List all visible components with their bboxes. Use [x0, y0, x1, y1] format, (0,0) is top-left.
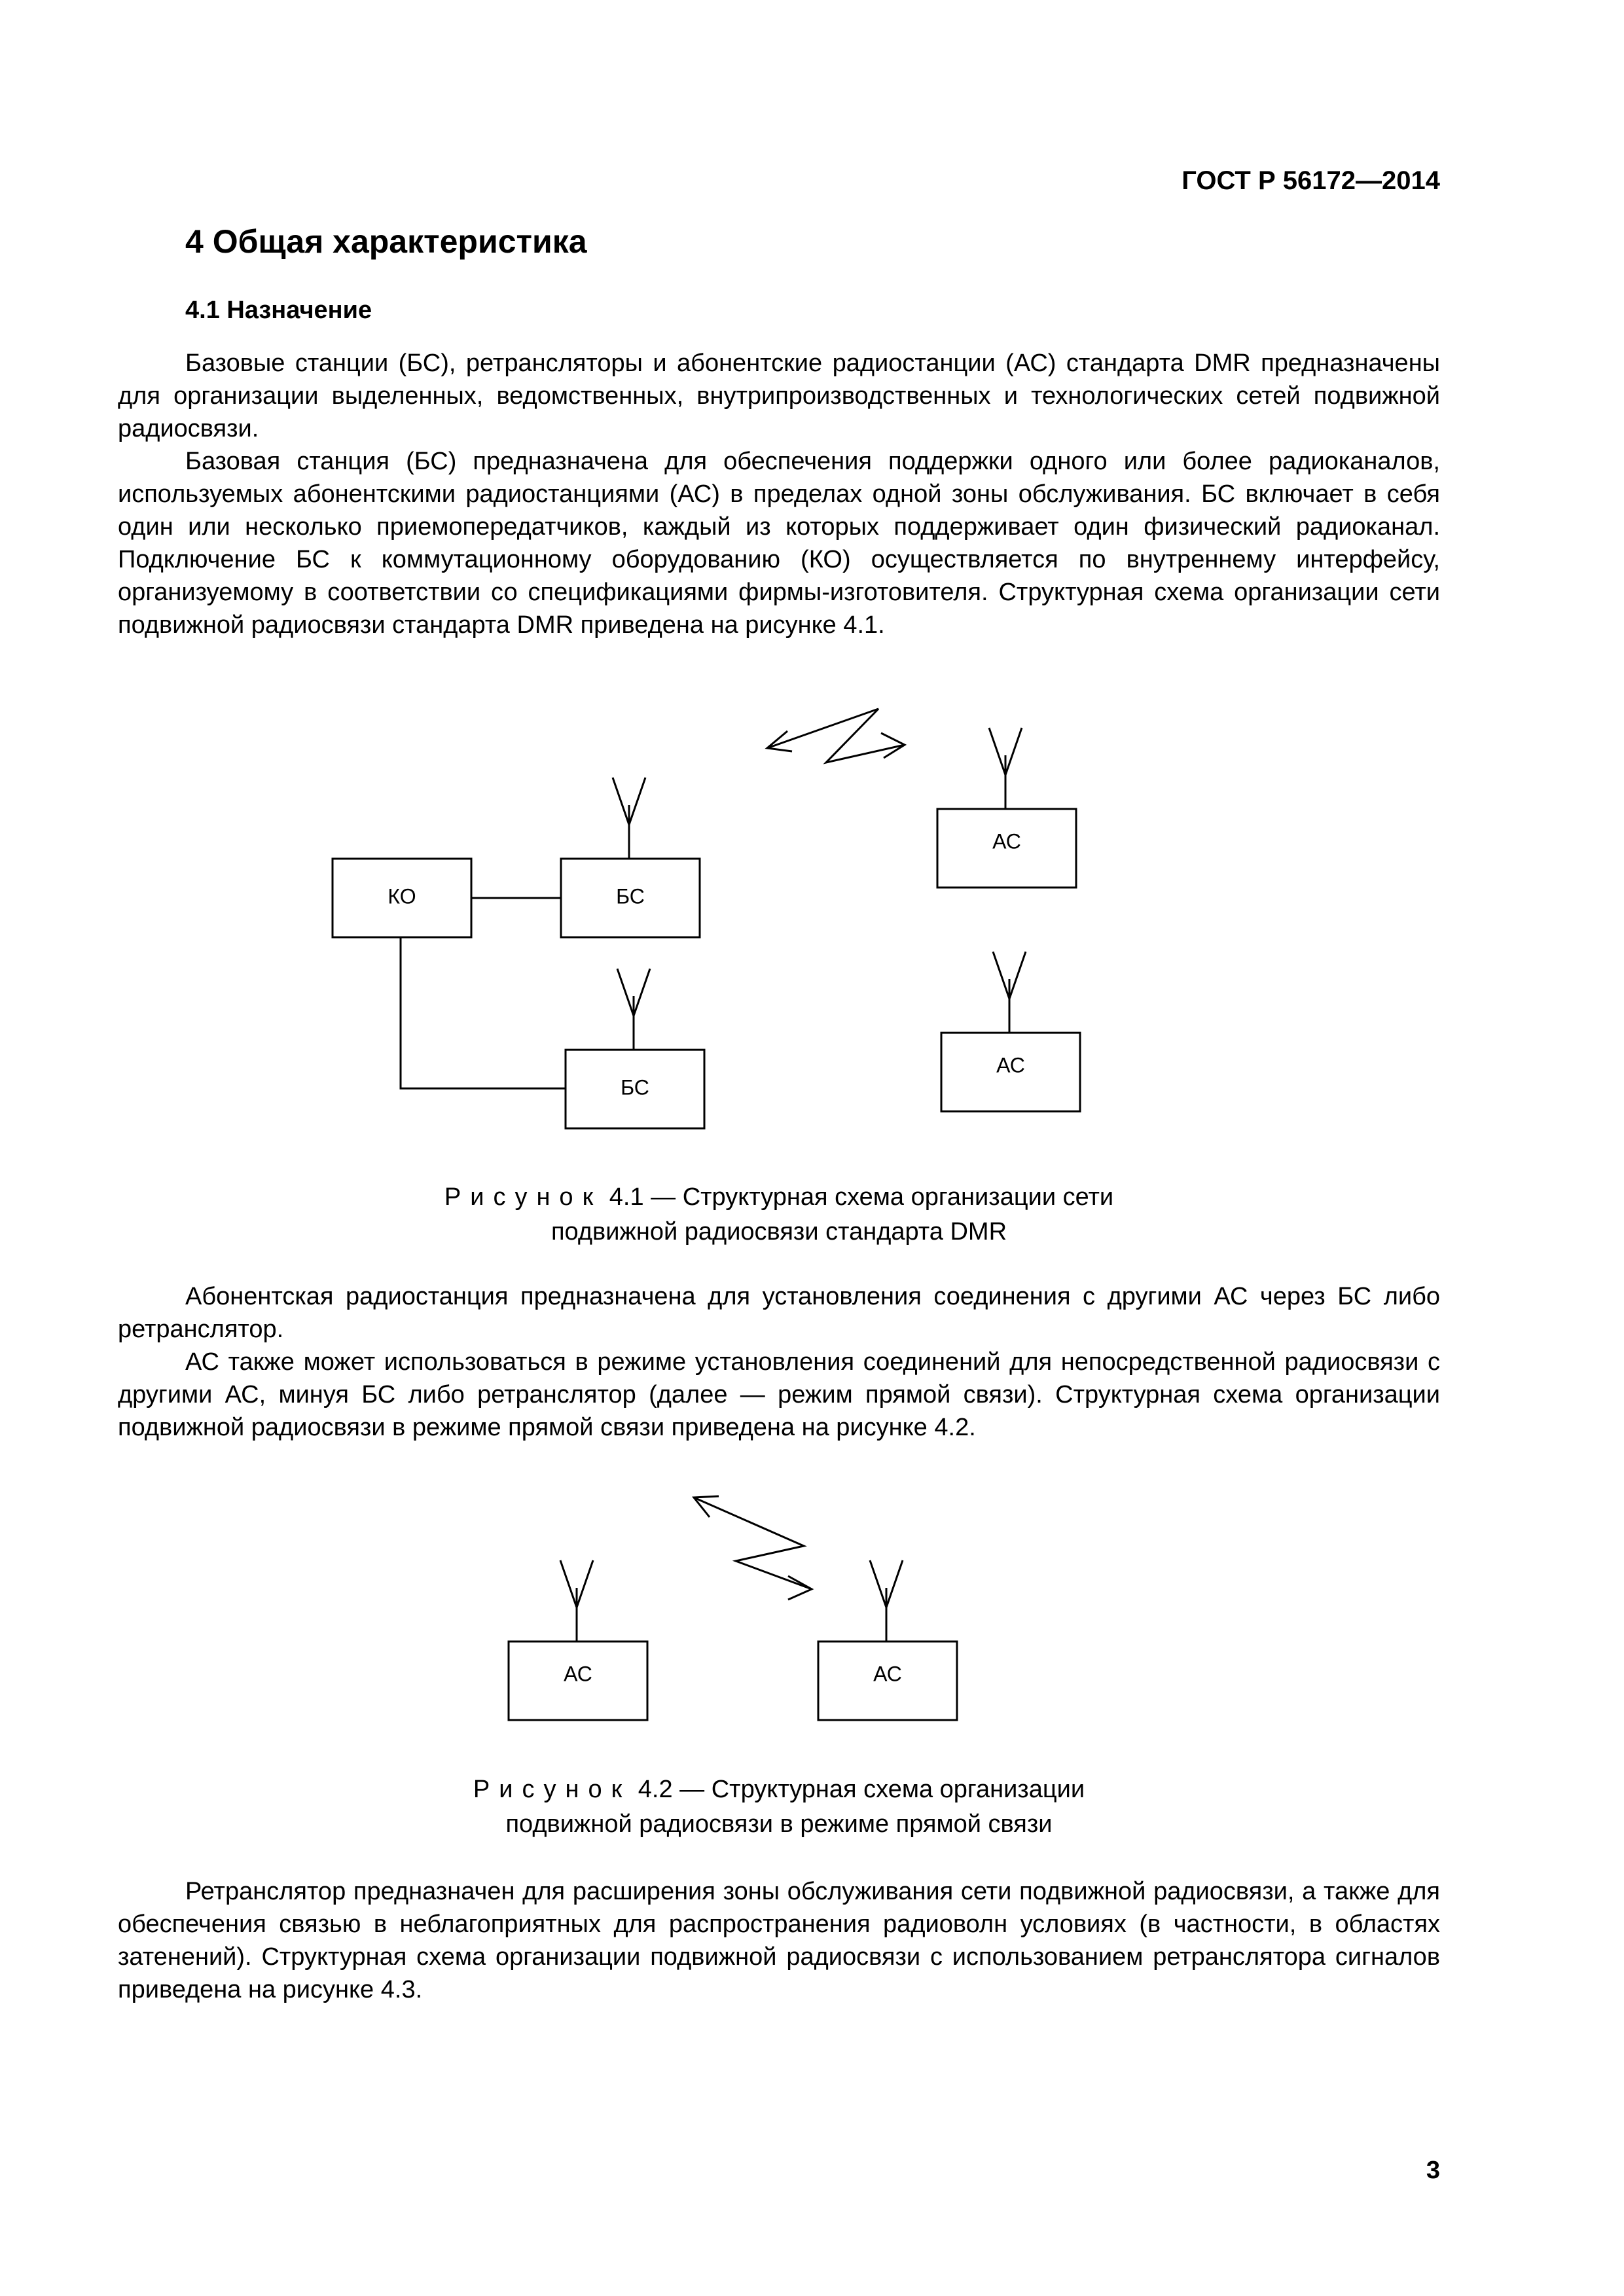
paragraph-repeater: Ретранслятор предназначен для расширения зоны обслуживания сети подвижной радиосвязи, а также для обеспечения связью в неблагоприятных для распространения радиоволн условиях (в частности, в областях затенений). Структурная схема организации подвижной радиосвязи с использованием ретранслятора сигналов приведена на рисунке 4.3. — [118, 1878, 1440, 2003]
as-right-label: АС — [873, 1662, 902, 1686]
caption-line-1: 4.1 — Структурная схема организации сети — [609, 1183, 1114, 1211]
antenna-icon — [989, 728, 1022, 809]
bs-bottom-label: БС — [621, 1075, 649, 1100]
as-left-label: АС — [564, 1662, 592, 1686]
caption-line-2: подвижной радиосвязи в режиме прямой связи — [505, 1810, 1053, 1838]
as-bottom-label: АС — [996, 1053, 1025, 1077]
caption-line-1: 4.2 — Структурная схема организации — [638, 1776, 1085, 1803]
paragraph-subscriber-station: Абонентская радиостанция предназначена для установления соединения с другими АС через БС либо ретранслятор. — [118, 1283, 1440, 1343]
antenna-icon — [560, 1560, 593, 1641]
section-title: 4 Общая характеристика — [185, 223, 587, 260]
caption-lead: Рисунок — [444, 1183, 603, 1211]
arrowhead-right — [788, 1576, 812, 1600]
figure-4-2-caption — [118, 1772, 1440, 1842]
direct-radio-link-arrow — [694, 1498, 812, 1589]
subsection-title: 4.1 Назначение — [185, 296, 372, 324]
paragraph-purpose: Базовые станции (БС), ретрансляторы и абонентские радиостанции (АС) стандарта DMR предназначены для организации выделенных, ведомственных, внутрипроизводственных и технологических сетей подвижной радиосвязи. — [118, 350, 1440, 442]
radio-link-arrow — [767, 709, 905, 762]
bs-top-label: БС — [616, 884, 645, 908]
page-number: 3 — [1426, 2157, 1440, 2184]
ko-bs-link-bottom — [401, 937, 566, 1088]
document-code-header: ГОСТ Р 56172—2014 — [1182, 166, 1440, 195]
caption-lead: Рисунок — [473, 1776, 632, 1803]
antenna-icon — [617, 969, 650, 1050]
antenna-icon — [993, 952, 1026, 1033]
antenna-icon — [613, 778, 645, 859]
caption-line-2: подвижной радиосвязи стандарта DMR — [550, 1218, 1007, 1246]
as-top-label: АС — [992, 829, 1021, 853]
ko-label: КО — [388, 884, 416, 908]
paragraph-base-station: Базовая станция (БС) предназначена для обеспечения поддержки одного или более радиоканалов, используемых абонентскими радиостанциями (АС) в пределах одной зоны обслуживания. БС включает в себя один или несколько приемопередатчиков, каждый из которых поддерживает один физический радиоканал. Подключение БС к коммутационному оборудованию (КО) осуществляется по внутреннему интерфейсу, организуемому в соответствии со спецификациями фирмы-изготовителя. Структурная схема организации сети подвижной радиосвязи стандарта DMR приведена на рисунке 4.1. — [118, 448, 1440, 639]
figure-4-1-caption — [118, 1180, 1440, 1249]
antenna-icon — [870, 1560, 903, 1641]
paragraph-direct-mode: АС также может использоваться в режиме установления соединений для непосредственной радиосвязи с другими АС, минуя БС либо ретранслятор (далее — режим прямой связи). Структурная схема организации подвижной радиосвязи в режиме прямой связи приведена на рисунке 4.2. — [118, 1348, 1440, 1441]
